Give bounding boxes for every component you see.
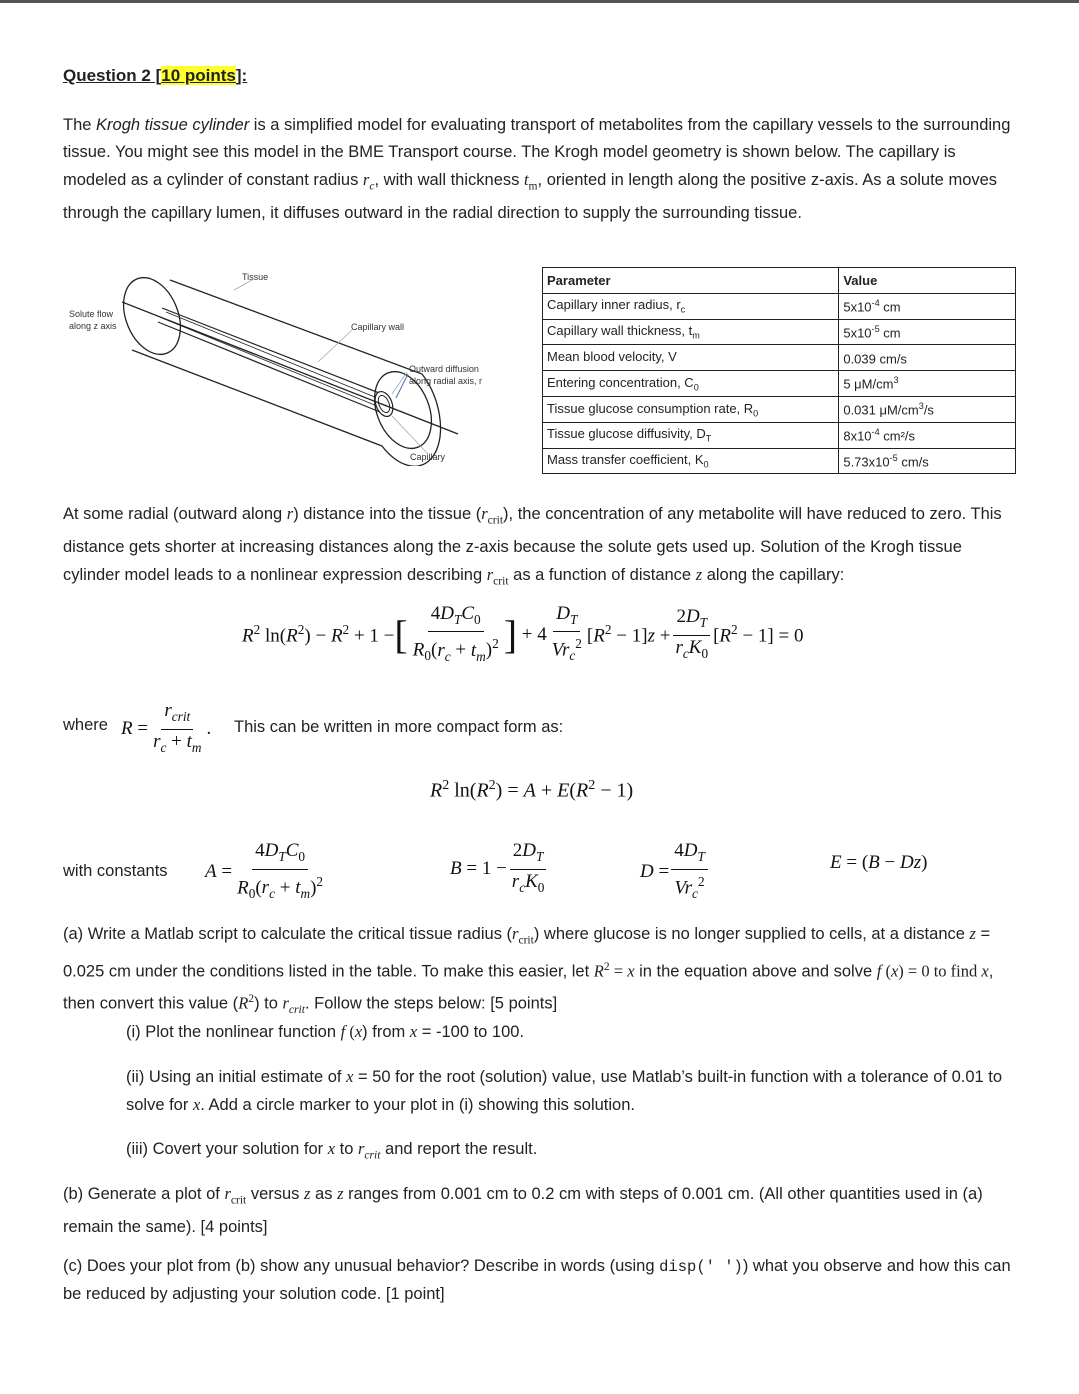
table-header-row (543, 268, 1016, 294)
label-radial-axis: along radial axis, r (409, 376, 483, 386)
top-border (0, 0, 1079, 3)
header-parameter: Parameter (543, 268, 839, 294)
label-tissue: Tissue (242, 272, 269, 282)
part-a: (a) Write a Matlab script to calculate the critical tissue radius $(r_{crit})$ where glucose is no longer supplied to cells, at a distance z = 0.025 cm under the conditions listed in the table. To make this easier, let $R^2 = x$ in the equation above and solve f (x) = 0 to find x, then convert this value $(R^2)$ to $r_{crit}$. Follow the steps below: [5 points] (63, 924, 994, 1016)
table-row: Mass transfer coefficient, $K_0$ $5.73x10^{-5}$ cm/s (543, 448, 1016, 474)
constant-e-equation: E = (B − Dz) (830, 852, 928, 873)
label-capillary: Capillary (410, 452, 446, 462)
constant-a-equation: A = $\frac{4D_TC_0}{R_0(r_c + t_m)^2}$ (205, 840, 324, 901)
disp-code: disp(' ') (659, 1258, 743, 1276)
label-capillary-wall: Capillary wall (351, 322, 405, 332)
with-constants-label: with constants (63, 862, 168, 880)
rcrit-paragraph: At some radial (outward along r) distance into the tissue $(r_{crit})$, the concentration of any metabolite will have reduced to zero. This distance gets shorter at increasing distances along the z-axis because the solute gets used up. Solution of the Krogh tissue cylinder model leads to a nonlinear expression describing $r_{crit}$ as a function of distance z along the capillary: (63, 504, 1002, 588)
where-label: where (63, 716, 108, 734)
part-a-iii: (iii) Covert your solution for x to $r_{crit}$ and report the result. (126, 1139, 538, 1162)
table-row: Entering concentration, $C_0$ 5 $\mu M/cm^3$ (543, 371, 1016, 397)
compact-equation: $R^2$ $\ln(R^2) = A + E(R^2 - 1)$ (430, 778, 634, 802)
constant-b-equation: B = 1 − $\frac{2D_T}{r_cK_0}$ (450, 840, 545, 895)
intro-paragraph: The Krogh tissue cylinder is a simplified model for evaluating transport of metabolites from the capillary vessels to the surrounding tissue. You might see this model in the BME Transport course. The Krogh model geometry is shown below. The capillary is modeled as a cylinder of constant radius $r_c$, with wall thickness $t_m$, oriented in length along the positive z-axis. As a solute moves through the capillary lumen, it diffuses outward in the radial direction to supply the surrounding tissue. (63, 116, 1011, 223)
r-definition-equation: R = $\frac{r_{crit}}{r_c + t_m}$ . (121, 700, 212, 755)
label-solute-flow: Solute flow (69, 309, 114, 319)
parameter-table (542, 267, 1016, 474)
compact-form-text: This can be written in more compact form as: (234, 718, 564, 736)
label-along-z: along z axis (69, 321, 117, 331)
main-equation: $R^2$ $\ln(R^2) - R^2 + 1$ − [ $\frac{4D_TC_0}{R_0(r_c + t_m)^2}$ ] + 4 $\frac{D_T}{Vr_c^2}$ $[R^2 - 1]z$ + $\frac{2D_T}{r_cK_0}$ $[R^2 - 1] = 0$ (242, 602, 804, 664)
question-title: Question 2 [10 points]: (63, 66, 248, 85)
tissue-cylinder (132, 280, 441, 466)
table-row: Capillary inner radius, $r_c$ $5x10^{-4}$ cm (543, 293, 1016, 319)
table-row: Mean blood velocity, V 0.039 cm/s (543, 345, 1016, 371)
header-value: Value (839, 268, 1016, 294)
table-row: Tissue glucose diffusivity, $D_T$ $8x10^{-4}$ cm²/s (543, 422, 1016, 448)
table-row: Tissue glucose consumption rate, $R_0$ 0.031 $\mu M/cm^3/s$ (543, 396, 1016, 422)
points-highlight: 10 points (161, 66, 236, 85)
label-outward-diffusion: Outward diffusion (409, 364, 479, 374)
part-c: (c) Does your plot from (b) show any unusual behavior? Describe in words (using disp(' ')) what you observe and how this can be reduced by adjusting your solution code. [1 point] (63, 1257, 1011, 1303)
krogh-cylinder-diagram (62, 266, 502, 466)
part-b: (b) Generate a plot of $r_{crit}$ versus z as z ranges from 0.001 cm to 0.2 cm with steps of 0.001 cm. (All other quantities used in (a) remain the same). [4 points] (63, 1184, 983, 1237)
part-a-i: (i) Plot the nonlinear function f (x) from x = -100 to 100. (126, 1022, 525, 1041)
part-a-ii: (ii) Using an initial estimate of x = 50 for the root (solution) value, use Matlab’s built-in function with a tolerance of 0.01 to solve for x. Add a circle marker to your plot in (i) showing this solution. (126, 1067, 1003, 1114)
constant-d-equation: D = $\frac{4D_T}{Vr_c^2}$ (640, 840, 710, 905)
table-row: Capillary wall thickness, $t_m$ $5x10^{-5}$ cm (543, 319, 1016, 345)
